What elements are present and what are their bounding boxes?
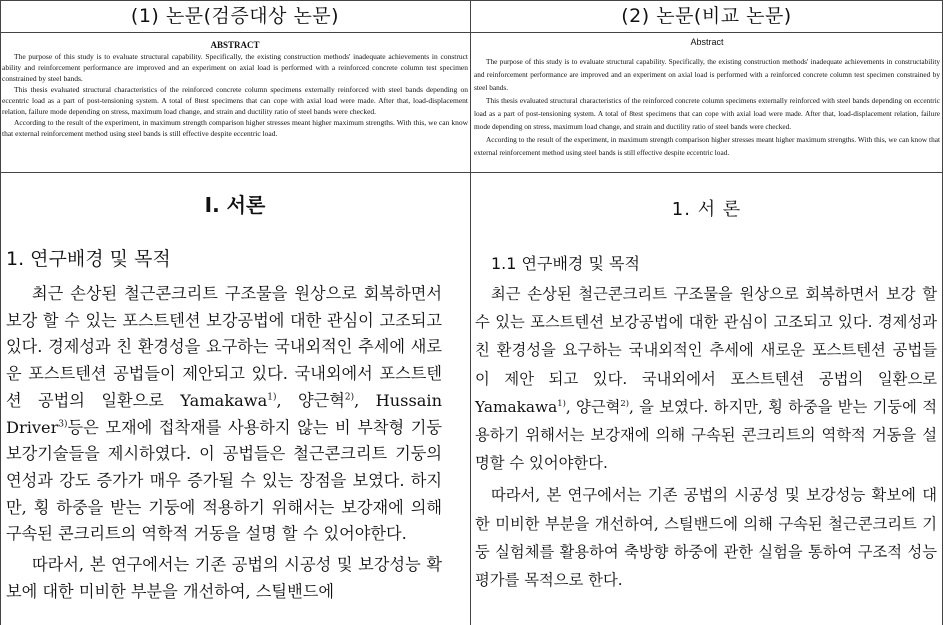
left-abstract-p1: The purpose of this study is to evaluate structural capability. Specifically, the existing construction methods' inadequate achievements in construct ability and reinforcement performance are improved and an experiment on axial load is performed with a reinforced concrete column test specimen constrained by steel bands. <box>2 52 468 83</box>
left-subsection-title: 1. 연구배경 및 목적 <box>6 248 171 270</box>
left-footnote-1: 1) <box>267 392 277 403</box>
right-section-title: 1. 서 론 <box>671 199 742 220</box>
left-footnote-2: 2) <box>344 392 355 403</box>
right-body <box>471 173 942 625</box>
right-paragraph-2: 따라서, 본 연구에서는 기존 공법의 시공성 및 보강성능 확보에 대한 미비한 부분을 개선하여, 스틸밴드에 의해 구속된 철근콘크리트 기둥 실험체를 활용하여 축방향 하중에 관한 실험을 통하여 구조적 성능 평가를 목적으로 한다. <box>475 486 937 590</box>
right-p1-text-c: , 을 보였다. 하지만, 횡 하중을 받는 기둥에 적용하기 위해서는 보강재에 의해 구속된 콘크리트의 역학적 거동을 설명할 수 있어야한다. <box>475 397 937 473</box>
right-abstract-p1: The purpose of this study is to evaluate structural capability. Specifically, the existing construction methods' inadequate achievements in constructability and reinforcement performance are improved and an experiment on axial load is performed with a reinforced concrete column test specimen constrained by steel bands. <box>474 57 940 92</box>
right-p1-text-a: 최근 손상된 철근콘크리트 구조물을 원상으로 회복하면서 보강 할 수 있는 포스트텐션 보강공법에 대한 관심이 고조되고 있다. 경제성과 친 환경성을 요구하는 국내외적인 추세에 새로운 포스트텐션 공법들이 제안 되고 있다. 국내외에서 포스트텐션 공법의 일환으로 Yamakawa <box>475 285 937 416</box>
left-abstract-p3: According to the result of the experiment, in maximum strength comparison higher stresses meant higher maximum strengths. With this, we can know that external reinforcement method using steel bands is still effective despite eccentric load. <box>2 118 468 138</box>
right-border <box>942 0 943 625</box>
right-footnote-1: 1) <box>557 397 566 408</box>
right-abstract <box>474 34 940 171</box>
header-divider <box>0 32 943 33</box>
header-right: (2) 논문(비교 논문) <box>621 5 792 27</box>
right-abstract-title: Abstract <box>690 37 724 47</box>
right-footnote-2: 2) <box>620 397 630 408</box>
left-section-title: Ⅰ. 서론 <box>204 193 266 217</box>
left-p1-text-b: , 양근혁 <box>276 390 345 410</box>
right-subsection-title: 1.1 연구배경 및 목적 <box>491 254 640 273</box>
right-paragraph-1 <box>475 280 937 477</box>
left-p1-text-a: 최근 손상된 철근콘크리트 구조물을 원상으로 회복하면서 보강 할 수 있는 포스트텐션 보강공법에 대한 관심이 고조되고 있다. 경제성과 친 환경성을 요구하는 국내외적인 추세에 새로운 포스트텐션 공법들이 제안되고 있다. 국내외에서 포스트텐션 공법의 일환으로 Yamakawa <box>6 284 442 410</box>
left-body <box>0 173 470 625</box>
right-p1-text-b: , 양근혁 <box>565 397 621 416</box>
left-paragraph-2: 따라서, 본 연구에서는 기존 공법의 시공성 및 보강성능 확보에 대한 미비한 부분을 개선하여, 스틸밴드에 <box>6 555 442 601</box>
left-abstract-title: ABSTRACT <box>210 40 260 50</box>
left-p1-text-d: 등은 모재에 접착재를 사용하지 않는 비 부착형 기둥 보강기술들을 제시하였다. 이 공법들은 철근콘크리트 기둥의 연성과 강도 증가가 매우 증가될 수 있는 장점을 보였다. 하지만, 횡 하중을 받는 기둥에 적용하기 위해서는 보강재에 의해 구속된 콘크리트의 역학적 거동을 설명 할 수 있어야한다. <box>6 417 442 544</box>
right-abstract-p3: According to the result of the experiment, in maximum strength comparison higher stresses meant higher maximum strengths. With this, we can know that external reinforcement method using steel bands is still effective despite eccentric load. <box>474 135 940 157</box>
left-paragraph-1 <box>6 281 442 548</box>
header-left: (1) 논문(검증대상 논문) <box>130 5 340 27</box>
left-abstract <box>2 34 468 171</box>
left-footnote-3: 3) <box>58 419 68 430</box>
left-abstract-p2: This thesis evaluated structural characteristics of the reinforced concrete column specimens externally reinforced with steel bands depending on eccentric load as a part of post-tensioning system. A total of 8test specimens that can cope with axial load were made. After that, load-displacement relation, failure mode depending on stress, maximum load change, and strain and ductility ratio of steel bands were checked. <box>2 85 468 116</box>
right-abstract-p2: This thesis evaluated structural characteristics of the reinforced concrete column specimens externally reinforced with steel bands depending on eccentric load as a part of post-tensioning system. A total of 8test specimens that can cope with axial load were made. After that, load-displacement relation, failure mode depending on stress, maximum load change, and strain and ductility ratio of steel bands were checked. <box>474 96 940 131</box>
left-p1-text-c: , Hussain Driver <box>6 390 443 437</box>
